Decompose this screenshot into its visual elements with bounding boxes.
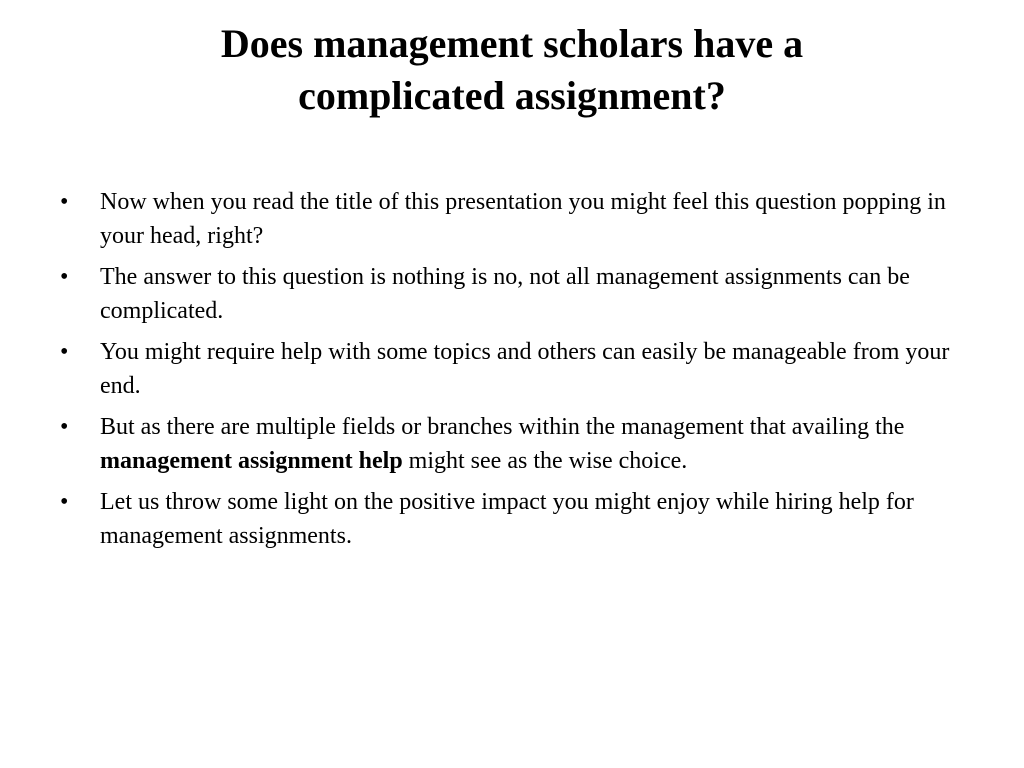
bullet-item-1	[60, 185, 960, 253]
bold-keyword: management assignment help	[100, 448, 403, 474]
bullet-text-2: The answer to this question is nothing is no, not all management assignments can be complicated.	[100, 264, 910, 324]
bullet-item-5	[60, 485, 960, 553]
bullet-item-4	[60, 410, 960, 478]
bullet-dot-icon: •	[60, 339, 69, 365]
bullet-dot-icon: •	[60, 189, 69, 215]
bullet-dot-icon: •	[60, 489, 69, 515]
bullet-text-4	[100, 414, 904, 474]
bullet-text-1: Now when you read the title of this presentation you might feel this question popping in your head, right?	[100, 189, 946, 249]
title-line-1: Does management scholars have a	[220, 21, 804, 66]
slide-title	[100, 18, 924, 122]
bullet-item-3	[60, 335, 960, 403]
bullet-item-2	[60, 260, 960, 328]
bullet-dot-icon: •	[60, 264, 69, 290]
bullet-text-3: You might require help with some topics and others can easily be manageable from your end.	[100, 339, 950, 399]
bullet-text-5: Let us throw some light on the positive impact you might enjoy while hiring help for management assignments.	[100, 489, 914, 549]
bullet-dot-icon: •	[60, 414, 69, 440]
bullet-text-4-after: might see as the wise choice.	[402, 448, 688, 474]
bullet-list	[60, 185, 960, 560]
bullet-text-4-before: But as there are multiple fields or branches within the management that availing the	[100, 414, 905, 440]
title-line-2: complicated assignment?	[298, 73, 726, 118]
